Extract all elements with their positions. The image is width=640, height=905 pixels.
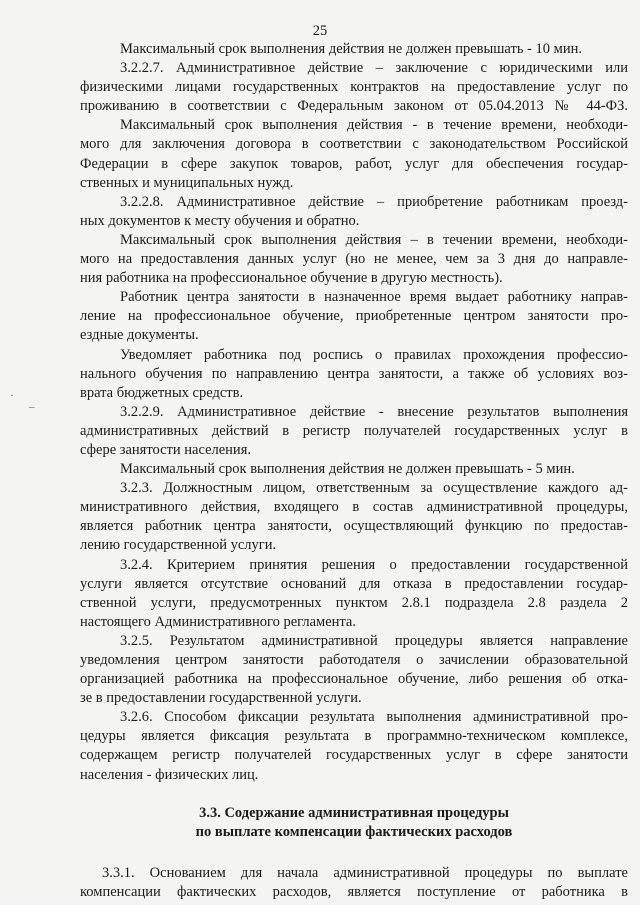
margin-mark-2: – xyxy=(29,401,35,413)
paragraph-3-2-2-8 xyxy=(80,193,628,231)
text-line: ездные документы. xyxy=(80,327,199,344)
text-line: административных действий в регистр получателей государственных услуг в xyxy=(80,422,628,439)
text-line: министративного действия, входящего в состав административной процедуры, xyxy=(80,499,628,516)
text-line: Максимальный срок выполнения действия – в течении времени, необходи- xyxy=(120,231,628,248)
text-line: проживанию в соответствии с Федеральным законом от 05.04.2013 № 44-ФЗ. xyxy=(80,98,628,115)
text-line: ственной услуги, предусмотренных пунктом 2.8.1 подраздела 2.8 раздела 2 xyxy=(80,594,628,611)
text-line: ственных и муниципальных нужд. xyxy=(80,174,294,191)
paragraph-notification xyxy=(80,346,628,403)
paragraph-max-time-5min xyxy=(80,460,628,479)
text-line: содержащем регистр получателей государственных услуг в сфере занятости xyxy=(80,747,628,764)
text-line: населения - физических лиц. xyxy=(80,766,259,783)
paragraph-3-2-4 xyxy=(80,556,628,632)
text-line: организацией работника на профессиональное обучение, либо решения об отка- xyxy=(80,671,628,688)
text-line: компенсации фактических расходов, является поступление от работника в xyxy=(80,883,628,900)
text-line: Максимальный срок выполнения действия не должен превышать - 5 мин. xyxy=(120,461,575,478)
text-line: ных документов к месту обучения и обратно. xyxy=(80,212,360,229)
text-line: Уведомляет работника под роспись о правилах прохождения профессио- xyxy=(120,346,628,363)
text-line: 3.2.4. Критерием принятия решения о предоставлении государственной xyxy=(120,556,628,573)
paragraph-3-2-3 xyxy=(80,479,628,555)
text-line: 3.3.1. Основанием для начала административной процедуры по выплате xyxy=(102,864,628,881)
text-line: 3.2.2.9. Административное действие - внесение результатов выполнения xyxy=(120,403,628,420)
text-line: уведомления центром занятости работодателя о зачислении образовательной xyxy=(80,652,628,668)
paragraph-max-time-10min xyxy=(80,40,628,59)
text-line: Федерации в сфере закупок товаров, работ, услуг для обеспечения государ- xyxy=(80,155,628,172)
section-heading-3-3 xyxy=(80,804,628,842)
text-line: ление на профессиональное обучение, приобретенные центром занятости про- xyxy=(80,308,628,325)
text-line: зе в предоставлении государственной услуги. xyxy=(80,690,362,707)
text-line: сфере занятости населения. xyxy=(80,441,251,458)
section-heading-line: по выплате компенсации фактических расходов xyxy=(195,823,513,840)
text-line: врата бюджетных средств. xyxy=(80,384,244,401)
paragraph-3-2-2-7 xyxy=(80,59,628,116)
text-line: 3.2.2.8. Административное действие – приобретение работникам проезд- xyxy=(120,193,628,210)
text-line: ния работника на профессиональное обучение в другую местность). xyxy=(80,270,503,287)
text-line: услуги является отсутствие оснований для отказа в предоставлении государ- xyxy=(80,575,628,592)
text-line: является работник центра занятости, осуществляющий функцию по предостав- xyxy=(80,518,628,535)
text-line: 3.2.3. Должностным лицом, ответственным за осуществление каждого ад- xyxy=(120,480,628,497)
text-line: 3.2.5. Результатом административной процедуры является направление xyxy=(120,632,628,649)
text-line: лению государственной услуги. xyxy=(80,537,277,554)
paragraph-3-3-1 xyxy=(80,864,628,902)
paragraph-3-2-5 xyxy=(80,632,628,708)
text-line: 3.2.6. Способом фиксации результата выполнения административной про- xyxy=(120,709,628,726)
paragraph-max-time-tickets xyxy=(80,231,628,288)
paragraph-3-2-2-9 xyxy=(80,403,628,460)
document-body xyxy=(80,40,628,902)
text-line: физическими лицами государственных контрактов на предоставление услуг по xyxy=(80,79,628,96)
text-line: цедуры является фиксация результата в программно-техническом комплексе, xyxy=(80,728,628,745)
margin-mark-1: ˯ xyxy=(10,385,14,397)
paragraph-ticket-issue xyxy=(80,288,628,345)
paragraph-max-time-contract xyxy=(80,116,628,192)
text-line: Работник центра занятости в назначенное время выдает работнику направ- xyxy=(120,289,628,306)
section-heading-line: 3.3. Содержание административная процедуры xyxy=(199,804,509,821)
text-line: настоящего Административного регламента. xyxy=(80,613,356,630)
text-line: Максимальный срок выполнения действия - в течение времени, необходи- xyxy=(120,117,628,134)
paragraph-3-2-6 xyxy=(80,708,628,784)
text-line: мого для заключения договора в соответствии с законодательством Российской xyxy=(80,136,628,153)
page-number: 25 xyxy=(312,23,328,39)
text-line: мого на предоставления данных услуг (но не менее, чем за 3 дня до направле- xyxy=(80,251,628,268)
text-line: Максимальный срок выполнения действия не должен превышать - 10 мин. xyxy=(120,41,582,57)
text-line: нального обучения по направлению центра занятости, а также об условиях воз- xyxy=(80,365,628,382)
text-line: 3.2.2.7. Административное действие – заключение с юридическими или xyxy=(120,60,628,77)
